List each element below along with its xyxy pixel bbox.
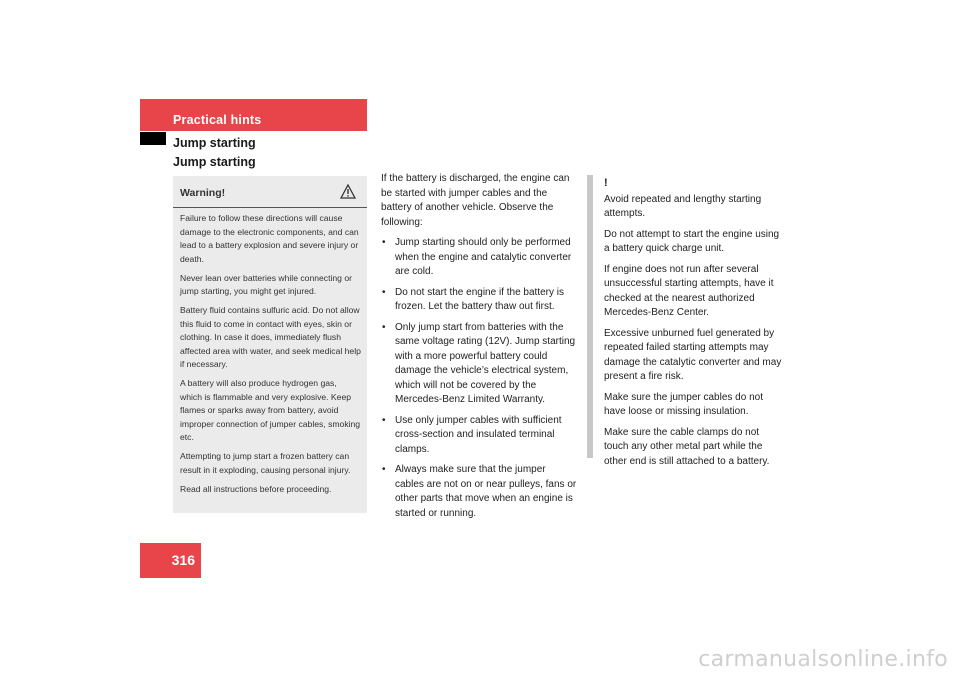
watermark: carmanualsonline.info (698, 647, 948, 672)
note-paragraph: Avoid repeated and lengthy starting attempts. (604, 193, 762, 219)
note-side-bar (587, 175, 593, 458)
note-paragraph: Do not attempt to start the engine using a battery quick charge unit. (604, 228, 780, 254)
section-title-bar (140, 99, 367, 131)
intro-paragraph: If the battery is discharged, the engine can be started with jumper cables and the battery of another vehicle. Observe the following: (381, 173, 570, 228)
warning-paragraph: Read all instructions before proceeding. (180, 483, 332, 494)
warning-title: Warning! (180, 187, 226, 199)
list-item: • Always make sure that the jumper cables are not on or near pulleys, fans or other parts that move when an engine is started or running. (381, 463, 577, 521)
topic-title: Jump starting (173, 155, 256, 169)
warning-paragraph: Attempting to jump start a frozen battery can result in it exploding, causing personal injury. (180, 451, 351, 475)
note-content (604, 176, 786, 475)
precaution-list (381, 236, 577, 521)
list-item: • Only jump start from batteries with the same voltage rating (12V). Jump starting with a more powerful battery could damage the vehicle’s electrical system, which will not be covered by the Mercedes-Benz Limited Warranty. (381, 321, 577, 408)
main-content (381, 172, 577, 527)
warning-box (173, 176, 367, 513)
note-paragraph: Make sure the cable clamps do not touch any other metal part while the other end is still attached to a battery. (604, 426, 770, 467)
note-paragraph: Excessive unburned fuel generated by repeated failed starting attempts may damage the catalytic converter and may present a fire risk. (604, 327, 782, 382)
section-marker-tab (140, 132, 166, 145)
note-paragraph: If engine does not run after several unsuccessful starting attempts, have it checked at the nearest authorized Mercedes-Benz Center. (604, 263, 774, 318)
warning-paragraph: Failure to follow these directions will cause damage to the electronic components, and can lead to a battery explosion and severe injury or death. (180, 213, 359, 264)
warning-paragraph: A battery will also produce hydrogen gas, which is flammable and very explosive. Keep flames or sparks away from battery, avoid improper connection of jumper cables, smoking etc. (180, 378, 361, 442)
list-item: • Do not start the engine if the battery is frozen. Let the battery thaw out first. (381, 286, 577, 315)
subsection-title: Jump starting (173, 136, 256, 150)
note-marker: ! (604, 177, 608, 189)
note-paragraph: Make sure the jumper cables do not have loose or missing insulation. (604, 391, 763, 417)
warning-body (173, 208, 367, 496)
list-item: • Use only jumper cables with sufficient cross-section and insulated terminal clamps. (381, 414, 577, 458)
warning-triangle-icon (340, 184, 356, 202)
warning-paragraph: Battery fluid contains sulfuric acid. Do not allow this fluid to come in contact with eyes, skin or clothing. In case it does, immediately flush affected area with water, and seek medical help if necessary. (180, 305, 361, 369)
page-number: 316 (140, 543, 201, 578)
warning-header (173, 176, 367, 208)
list-item: • Jump starting should only be performed when the engine and catalytic converter are cold. (381, 236, 577, 280)
section-title: Practical hints (173, 113, 262, 127)
warning-paragraph: Never lean over batteries while connecting or jump starting, you might get injured. (180, 272, 352, 296)
